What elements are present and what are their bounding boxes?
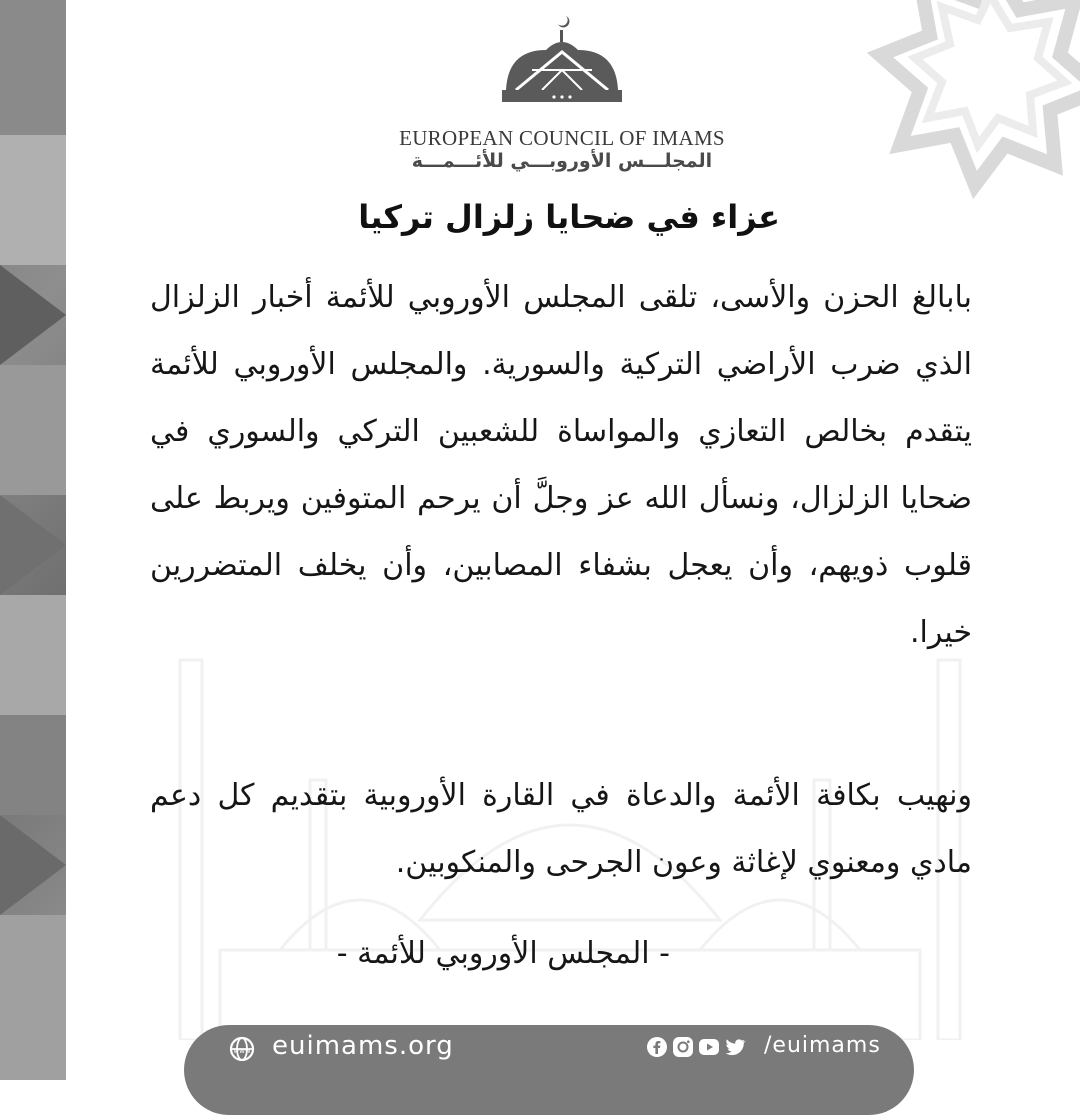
strip-band <box>0 915 66 1080</box>
logo-name-arabic: المجلـــس الأوروبـــي للأئـــمـــة <box>411 150 713 172</box>
left-decorative-strip <box>0 0 66 1080</box>
logo-name-english: EUROPEAN COUNCIL OF IMAMS <box>399 126 725 150</box>
footer-bar <box>184 1025 914 1115</box>
star-ornament-icon <box>860 0 1080 200</box>
youtube-icon[interactable] <box>698 1036 720 1058</box>
mosque-dome-logo-icon <box>496 10 628 118</box>
instagram-icon[interactable] <box>672 1036 694 1058</box>
strip-band <box>0 595 66 715</box>
globe-icon <box>228 1035 256 1063</box>
strip-triangle <box>0 495 66 595</box>
strip-band <box>0 135 66 265</box>
twitter-icon[interactable] <box>724 1036 746 1058</box>
strip-triangle <box>0 265 66 365</box>
social-handle[interactable]: /euimams <box>764 1033 881 1058</box>
social-icons <box>646 1036 746 1058</box>
strip-band <box>0 0 66 135</box>
page-title: عزاء في ضحايا زلزال تركيا <box>358 198 780 236</box>
strip-triangle <box>0 815 66 915</box>
website-link[interactable]: euimams.org <box>272 1031 454 1061</box>
strip-band <box>0 715 66 815</box>
strip-band <box>0 365 66 495</box>
appeal-paragraph: ونهيب بكافة الأئمة والدعاة في القارة الأوروبية بتقديم كل دعم مادي ومعنوي لإغاثة وعون الجرحى والمنكوبين. <box>150 778 972 880</box>
signature: - المجلس الأوروبي للأئمة - <box>336 936 670 971</box>
facebook-icon[interactable] <box>646 1036 668 1058</box>
svg-text:www: www <box>233 1047 251 1055</box>
organization-logo <box>392 10 732 170</box>
condolence-paragraph: بابالغ الحزن والأسى، تلقى المجلس الأوروبي للأئمة أخبار الزلزال الذي ضرب الأراضي التركية والسورية. والمجلس الأوروبي للأئمة يتقدم بخالص التعازي والمواساة للشعبين التركي والسوري في ضحايا الزلزال، ونسأل الله عز وجلَّ أن يرحم المتوفين ويربط على قلوب ذويهم، وأن يعجل بشفاء المصابين، وأن يخلف المتضررين خيرا. <box>150 280 972 650</box>
